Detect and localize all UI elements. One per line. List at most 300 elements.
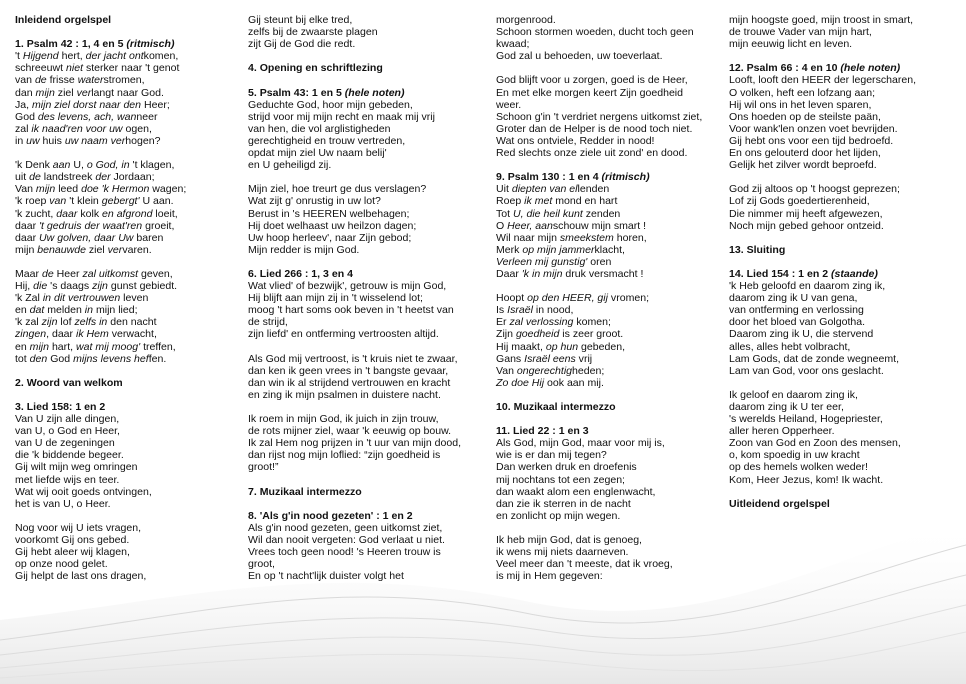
lyric-line: [15, 341, 247, 353]
lyric-line: [15, 304, 247, 316]
italic-text: U, die heil kunt: [513, 207, 583, 220]
lyric-line: [729, 437, 961, 449]
section-heading: [15, 38, 247, 50]
text-segment: hart,: [49, 340, 76, 353]
text-segment: Mijn ziel, hoe treurt ge dus verslagen?: [248, 183, 427, 196]
lyric-line: [15, 486, 247, 498]
text-segment: 4. Opening en schriftlezing: [248, 62, 383, 75]
lyric-line: [729, 474, 961, 486]
text-segment: Ik roem in mijn God, ik juich in zijn trouw,: [248, 413, 439, 426]
text-segment: Hij blijft aan mijn zij in 't wisselend lot;: [248, 292, 423, 305]
lyric-line: [496, 99, 728, 111]
text-segment: baren: [133, 231, 164, 244]
text-segment: kwaad;: [496, 38, 530, 51]
italic-text: ik naad'ren voor uw: [31, 122, 123, 135]
lyric-line: [248, 389, 480, 401]
text-segment: ik wens mij niets daarneven.: [496, 546, 629, 559]
blank-line: [729, 256, 961, 268]
section-heading: [15, 401, 247, 413]
text-segment: Als g'in nood gezeten, geen uitkomst ziet,: [248, 521, 443, 534]
text-segment: Merk: [496, 243, 523, 256]
text-segment: van: [15, 74, 35, 87]
text-segment: en: [15, 304, 30, 317]
blank-line: [15, 510, 247, 522]
text-segment: en zonlicht op mijn wegen.: [496, 509, 621, 522]
lyric-line: [15, 183, 247, 195]
blank-line: [248, 341, 480, 353]
text-segment: Wat zijt g' onrustig in uw lot?: [248, 195, 381, 208]
lyric-line: [15, 232, 247, 244]
text-segment: Red slechts onze ziele uit zond' en dood.: [496, 147, 688, 160]
text-segment: den nacht: [107, 316, 157, 329]
italic-text: benauwde: [37, 243, 86, 256]
italic-text: op den HEER, gij: [527, 292, 608, 305]
text-segment: daar: [15, 231, 40, 244]
text-segment: moog 't hart soms ook beven in 't heetst van: [248, 304, 454, 317]
lyric-line: [496, 268, 728, 280]
lyric-line: [496, 123, 728, 135]
text-segment: leed: [55, 183, 82, 196]
text-segment: Maar: [15, 267, 42, 280]
blank-line: [496, 522, 728, 534]
text-segment: loeit,: [152, 207, 178, 220]
text-segment: 7. Muzikaal intermezzo: [248, 485, 362, 498]
lyric-line: [15, 316, 247, 328]
text-segment: treffen,: [140, 340, 176, 353]
text-segment: God zij altoos op 't hoogst geprezen;: [729, 183, 900, 196]
text-segment: 's daags: [47, 280, 93, 293]
text-segment: Schoon g'in 't verdriet nergens uitkomst ziet,: [496, 110, 703, 123]
italic-text: Israël eens: [524, 352, 576, 365]
italic-text: aan: [52, 159, 71, 172]
lyric-line: [248, 425, 480, 437]
italic-text: mijn: [35, 183, 56, 196]
lyric-line: [248, 244, 480, 256]
text-segment: lenden: [577, 183, 610, 196]
text-segment: melden: [44, 304, 85, 317]
text-segment: mijn: [15, 243, 38, 256]
text-segment: U,: [70, 159, 87, 172]
lyric-line: [248, 534, 480, 546]
text-segment: fen.: [148, 352, 167, 365]
lyric-line: [15, 62, 247, 74]
lyric-line: [729, 413, 961, 425]
text-segment: Ik heb mijn God, dat is genoeg,: [496, 534, 642, 547]
italic-text: 't gedruis der waat'ren: [39, 219, 143, 232]
lyric-line: [248, 461, 480, 473]
lyric-line: [15, 123, 247, 135]
text-segment: En op 't nacht'lijk duister volgt het: [248, 570, 404, 583]
lyric-line: [729, 220, 961, 232]
italic-text: gebergt': [101, 195, 140, 208]
text-segment: Hij wil ons in het leven sparen,: [729, 98, 872, 111]
text-segment: de trouwe Vader van mijn hart,: [729, 26, 872, 39]
text-segment: sterker naar 't genot: [83, 62, 180, 75]
text-segment: Daarom zing ik U, die stervend: [729, 328, 874, 341]
text-segment: Die nimmer mij heeft afgewezen,: [729, 207, 883, 220]
lyric-line: [496, 220, 728, 232]
lyric-line: [248, 135, 480, 147]
text-segment: 10. Muzikaal intermezzo: [496, 401, 616, 413]
text-segment: Heer: [53, 267, 83, 280]
text-segment: schouw mijn smart !: [552, 219, 647, 232]
italic-text: Israël: [507, 304, 533, 317]
text-segment: groot!”: [248, 461, 279, 474]
text-segment: 's werelds Heiland, Hogepriester,: [729, 413, 883, 426]
text-segment: gebeden,: [578, 340, 626, 353]
text-segment: mond en hart: [552, 195, 618, 208]
section-heading: [248, 268, 480, 280]
text-segment: Gij helpt de last ons dragen,: [15, 570, 147, 583]
lyric-line: [496, 461, 728, 473]
lyric-line: [496, 316, 728, 328]
lyric-line: [496, 570, 728, 582]
lyric-line: [15, 292, 247, 304]
italic-text: Verleen mij gunstig': [496, 255, 588, 268]
lyric-line: [15, 498, 247, 510]
text-segment: 3. Lied 158: 1 en 2: [15, 401, 106, 413]
lyric-line: [15, 534, 247, 546]
lyric-line: [15, 268, 247, 280]
text-segment: 12. Psalm 66 : 4 en 10: [729, 62, 841, 75]
italic-text: de: [29, 171, 41, 184]
blank-line: [729, 377, 961, 389]
lyric-line: [248, 413, 480, 425]
text-segment: gunst gebiedt.: [107, 280, 178, 293]
text-segment: mijn eeuwig licht en leven.: [729, 38, 853, 51]
lyric-line: [729, 183, 961, 195]
italic-text: zingen: [15, 328, 47, 341]
text-segment: langt naar God.: [91, 86, 164, 99]
text-segment: Van: [496, 364, 517, 377]
text-segment: het is van U, o Heer.: [15, 497, 111, 510]
lyric-line: [15, 208, 247, 220]
lyric-line: [15, 413, 247, 425]
italic-text: (staande): [831, 267, 878, 280]
text-segment: Vrees toch geen nood! 's Heeren trouw is: [248, 546, 441, 559]
text-segment: voorkomt Gij ons gebed.: [15, 534, 130, 547]
section-heading: [248, 486, 480, 498]
section-heading: [248, 62, 480, 74]
text-segment: Schoon stormen woeden, ducht toch geen: [496, 26, 694, 39]
italic-text: der jacht ont: [85, 50, 144, 63]
text-segment: Kom, Heer Jezus, kom! Ik wacht.: [729, 473, 884, 486]
blank-line: [248, 50, 480, 62]
text-segment: morgenrood.: [496, 14, 556, 26]
blank-line: [15, 147, 247, 159]
text-segment: tot: [15, 352, 30, 365]
lyric-line: [15, 220, 247, 232]
text-segment: Hij maakt,: [496, 340, 546, 353]
text-segment: 'k zal: [15, 316, 42, 329]
section-heading: [248, 510, 480, 522]
section-heading: [15, 14, 247, 26]
lyric-line: [15, 280, 247, 292]
text-segment: O volken, heft een lofzang aan;: [729, 86, 875, 99]
lyric-line: [729, 353, 961, 365]
lyric-line: [729, 365, 961, 377]
text-segment: lof: [57, 316, 75, 329]
italic-text: uw naam ver: [64, 134, 126, 147]
lyric-line: [248, 147, 480, 159]
italic-text: niet: [66, 62, 84, 75]
text-segment: Van U zijn alle dingen,: [15, 413, 120, 426]
italic-text: dat: [29, 304, 45, 317]
lyric-line: [729, 425, 961, 437]
text-segment: 't klagen,: [129, 159, 175, 172]
text-segment: alles, alles hebt volbracht,: [729, 340, 851, 353]
text-segment: 13. Sluiting: [729, 243, 786, 256]
italic-text: op mijn jammer: [522, 243, 595, 256]
text-segment: zelfs bij de zwaarste plagen: [248, 26, 378, 39]
text-segment: God zal u behoeden, uw toeverlaat.: [496, 50, 663, 63]
italic-text: ik met: [524, 195, 553, 208]
lyric-line: [729, 147, 961, 159]
italic-text: o God, in: [86, 159, 130, 172]
text-segment: heden;: [572, 364, 605, 377]
text-segment: Ik zal Hem nog prijzen in 't uur van mijn dood,: [248, 437, 462, 450]
lyric-line: [248, 292, 480, 304]
text-segment: stromen,: [103, 74, 145, 87]
lyric-line: [248, 123, 480, 135]
text-segment: en zing ik mijn psalmen in duistere nacht.: [248, 388, 441, 401]
italic-text: Heer, aan: [507, 219, 553, 232]
lyric-line: [15, 171, 247, 183]
text-segment: 'k zucht,: [15, 207, 57, 220]
text-segment: dan rijst nog mijn loflied: “zijn goedheid is: [248, 449, 441, 462]
text-segment: mijn lied;: [93, 304, 138, 317]
text-segment: Als God, mijn God, maar voor mij is,: [496, 437, 665, 450]
lyric-line: [248, 111, 480, 123]
italic-text: der: [95, 171, 111, 184]
text-segment: zijt Gij de God die redt.: [248, 38, 356, 51]
italic-text: zijn: [92, 280, 108, 293]
blank-line: [496, 413, 728, 425]
italic-text: (hele noten): [840, 62, 901, 75]
italic-text: uw: [26, 134, 40, 147]
lyric-line: [729, 99, 961, 111]
lyric-line: [496, 365, 728, 377]
text-segment: 14. Lied 154 : 1 en 2: [729, 267, 832, 280]
text-segment: ook aan mij.: [544, 376, 604, 389]
italic-text: doe 'k Hermon: [81, 183, 150, 196]
lyric-line: [248, 316, 480, 328]
italic-text: ongerechtig: [516, 364, 573, 377]
text-segment: 't: [15, 50, 23, 63]
text-segment: Veel meer dan 't meeste, dat ik vroeg,: [496, 558, 673, 571]
text-segment: met liefde wijs en teer.: [15, 473, 120, 486]
text-segment: varen.: [122, 243, 152, 256]
lyric-line: [729, 449, 961, 461]
lyric-line: [729, 401, 961, 413]
lyric-line: [15, 353, 247, 365]
text-segment: Uitleidend orgelspel: [729, 497, 830, 510]
text-segment: Ons hoeden op de steilste paän,: [729, 110, 881, 123]
lyric-line: [15, 425, 247, 437]
blank-line: [729, 486, 961, 498]
text-segment: Lam van God, voor ons geslacht.: [729, 364, 884, 377]
text-segment: mij nochtans tot een zegen;: [496, 473, 625, 486]
text-segment: komen,: [143, 50, 179, 63]
italic-text: in dit vertrouwen: [42, 292, 121, 305]
text-segment: is zeer groot.: [559, 328, 624, 341]
lyric-line: [248, 437, 480, 449]
italic-text: in: [84, 304, 94, 317]
italic-text: de: [41, 267, 54, 280]
lyric-line: [729, 292, 961, 304]
text-segment: Mijn redder is mijn God.: [248, 243, 360, 256]
text-segment: landstreek: [40, 171, 96, 184]
lyric-line: [496, 510, 728, 522]
italic-text: ver: [107, 243, 123, 256]
lyric-line: [496, 50, 728, 62]
italic-text: zijn: [41, 316, 58, 329]
section-heading: [248, 87, 480, 99]
text-segment: Looft, looft den HEER der legerscharen,: [729, 74, 917, 87]
lyric-line: [496, 14, 728, 26]
lyric-line: [729, 111, 961, 123]
text-segment: 't klein: [66, 195, 102, 208]
text-segment: Gans: [496, 352, 525, 365]
text-segment: verwacht,: [108, 328, 157, 341]
lyric-line: [729, 123, 961, 135]
text-segment: daar: [15, 219, 40, 232]
text-segment: wagen;: [149, 183, 187, 196]
lyric-line: [248, 365, 480, 377]
text-segment: God blijft voor u zorgen, goed is de Heer,: [496, 74, 688, 87]
lyric-line: [729, 304, 961, 316]
italic-text: op hun: [545, 340, 579, 353]
lyric-line: [496, 292, 728, 304]
text-segment: uit: [15, 171, 30, 184]
lyric-line: [496, 38, 728, 50]
italic-text: mijn: [29, 340, 50, 353]
lyric-line: [729, 195, 961, 207]
text-segment: dan zie ik sterren in de nacht: [496, 497, 631, 510]
blank-line: [248, 171, 480, 183]
lyric-line: [248, 26, 480, 38]
column-4: [729, 14, 961, 510]
lyric-line: [248, 232, 480, 244]
column-3: [496, 14, 728, 582]
italic-text: ik Hem: [76, 328, 109, 341]
text-segment: huis: [39, 134, 65, 147]
italic-text: (ritmisch): [126, 38, 175, 51]
lyric-line: [496, 341, 728, 353]
text-segment: Hij doet welhaast uw heilzon dagen;: [248, 219, 417, 232]
text-segment: hert,: [58, 50, 86, 63]
italic-text: daar: [56, 207, 78, 220]
text-segment: klacht,: [594, 243, 625, 256]
text-segment: 11. Lied 22 : 1 en 3: [496, 425, 589, 438]
text-segment: horen,: [613, 231, 647, 244]
lyric-line: [15, 461, 247, 473]
lyric-line: [729, 87, 961, 99]
text-segment: Er: [496, 316, 510, 329]
lyric-line: [729, 280, 961, 292]
lyric-line: [15, 50, 247, 62]
italic-text: mijn ziel dorst naar den: [32, 98, 142, 111]
section-heading: [496, 425, 728, 437]
text-segment: dan waakt alom een englenwacht,: [496, 485, 656, 498]
text-segment: 2. Woord van welkom: [15, 376, 123, 389]
text-segment: ogen,: [122, 122, 152, 135]
text-segment: en U geheiligd zij.: [248, 159, 332, 172]
lyric-line: [496, 304, 728, 316]
lyric-line: [15, 570, 247, 582]
text-segment: En met elke morgen keert Zijn goedheid: [496, 86, 684, 99]
text-segment: 6. Lied 266 : 1, 3 en 4: [248, 267, 353, 280]
text-segment: op des hemels wolken weder!: [729, 461, 868, 474]
text-segment: 5. Psalm 43: 1 en 5: [248, 86, 345, 99]
column-1: [15, 14, 247, 582]
lyric-line: [496, 256, 728, 268]
text-segment: aller heren Opperheer.: [729, 425, 835, 438]
blank-line: [496, 280, 728, 292]
lyric-line: [496, 546, 728, 558]
text-segment: Wil naar mijn: [496, 231, 560, 244]
text-segment: 'k Heb geloofd en daarom zing ik,: [729, 280, 886, 293]
text-segment: Wat vlied' of bezwijk', getrouw is mijn God,: [248, 280, 447, 293]
lyric-line: [729, 328, 961, 340]
italic-text: (hele noten): [344, 86, 405, 99]
lyric-line: [496, 135, 728, 147]
lyric-line: [729, 135, 961, 147]
lyric-line: [15, 74, 247, 86]
italic-text: Zo doe Hij: [496, 376, 545, 389]
text-segment: ziel: [54, 86, 77, 99]
text-segment: 'k roep: [15, 195, 50, 208]
section-heading: [496, 171, 728, 183]
text-segment: daarom zing ik U ter eer,: [729, 401, 844, 413]
column-2: [248, 14, 480, 582]
lyric-line: [729, 461, 961, 473]
text-segment: Geduchte God, hoor mijn gebeden,: [248, 98, 413, 111]
lyric-line: [496, 244, 728, 256]
text-segment: door het bloed van Golgotha.: [729, 316, 866, 329]
lyric-line: [729, 341, 961, 353]
lyric-line: [729, 159, 961, 171]
text-segment: van U de zegeningen: [15, 437, 115, 450]
text-segment: schreeuwt: [15, 62, 66, 75]
lyric-line: [496, 486, 728, 498]
lyric-line: [496, 534, 728, 546]
italic-text: zal uitkomst: [82, 267, 139, 280]
text-segment: Dan werken druk en droefenis: [496, 461, 637, 474]
text-segment: oren: [587, 255, 612, 268]
lyric-line: [496, 183, 728, 195]
text-segment: druk versmacht !: [562, 267, 644, 280]
text-segment: Lam Gods, dat de zonde wegneemt,: [729, 352, 900, 365]
text-segment: Wat ons ontviele, Redder in nood!: [496, 134, 655, 147]
italic-text: zelfs in: [74, 316, 108, 329]
text-segment: Uw hoop herleev', naar Zijn gebod;: [248, 231, 412, 244]
text-segment: van hen, die vol arglistigheden: [248, 122, 391, 135]
lyric-line: [496, 232, 728, 244]
text-segment: opdat mijn ziel Uw naam belij': [248, 147, 387, 160]
text-segment: geven,: [138, 267, 173, 280]
lyric-line: [729, 389, 961, 401]
text-segment: Lof zij Gods goedertierenheid,: [729, 195, 870, 208]
text-segment: groeit,: [142, 219, 175, 232]
text-segment: Ja,: [15, 98, 32, 111]
lyric-line: [496, 195, 728, 207]
section-heading: [496, 401, 728, 413]
text-segment: de rots mijner ziel, waar 'k eeuwig op bouw.: [248, 425, 452, 438]
italic-text: des levens, ach, wan: [37, 110, 137, 123]
text-segment: in: [15, 134, 27, 147]
section-heading: [729, 268, 961, 280]
